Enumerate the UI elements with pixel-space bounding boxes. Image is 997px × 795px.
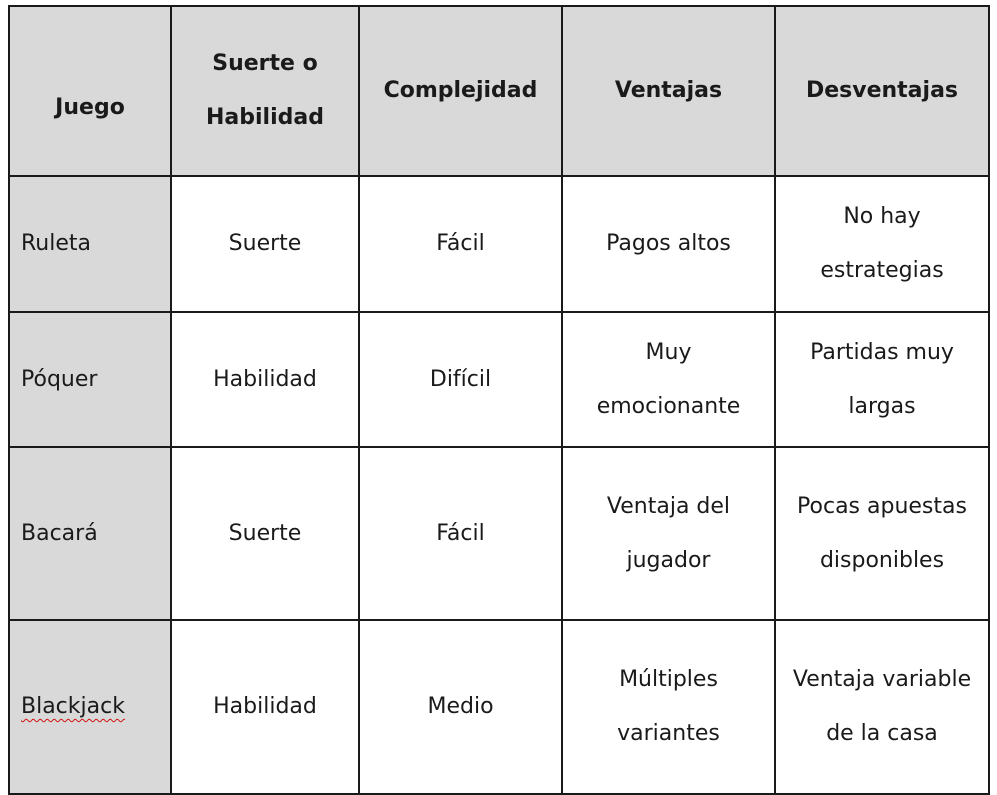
- header-row: [9, 6, 989, 176]
- cell-game: [9, 620, 171, 794]
- cell-pros: Pagos altos: [562, 176, 775, 312]
- header-suerte-habilidad: Suerte o Habilidad: [171, 6, 359, 176]
- header-desventajas: Desventajas: [775, 6, 989, 176]
- header-complejidad: Complejidad: [359, 6, 562, 176]
- cell-type: Suerte: [171, 176, 359, 312]
- cell-game: Bacará: [9, 447, 171, 620]
- cell-complexity: Medio: [359, 620, 562, 794]
- cell-complexity: Difícil: [359, 312, 562, 447]
- cell-complexity: Fácil: [359, 176, 562, 312]
- cell-type: Habilidad: [171, 312, 359, 447]
- cell-pros: Muy emocionante: [562, 312, 775, 447]
- cell-pros: Múltiples variantes: [562, 620, 775, 794]
- cell-complexity: Fácil: [359, 447, 562, 620]
- cell-cons: Partidas muy largas: [775, 312, 989, 447]
- cell-cons: No hay estrategias: [775, 176, 989, 312]
- table-row: [9, 176, 989, 312]
- table-row: [9, 447, 989, 620]
- table-row: [9, 620, 989, 794]
- games-comparison-table-wrapper: [8, 5, 990, 795]
- games-comparison-table: [8, 5, 990, 795]
- header-ventajas: Ventajas: [562, 6, 775, 176]
- cell-cons: Ventaja variable de la casa: [775, 620, 989, 794]
- cell-game: Ruleta: [9, 176, 171, 312]
- cell-pros: Ventaja del jugador: [562, 447, 775, 620]
- cell-type: Suerte: [171, 447, 359, 620]
- cell-game: Póquer: [9, 312, 171, 447]
- cell-cons: Pocas apuestas disponibles: [775, 447, 989, 620]
- spellcheck-flagged-word: Blackjack: [21, 694, 125, 719]
- cell-type: Habilidad: [171, 620, 359, 794]
- table-row: [9, 312, 989, 447]
- header-juego: Juego: [9, 6, 171, 176]
